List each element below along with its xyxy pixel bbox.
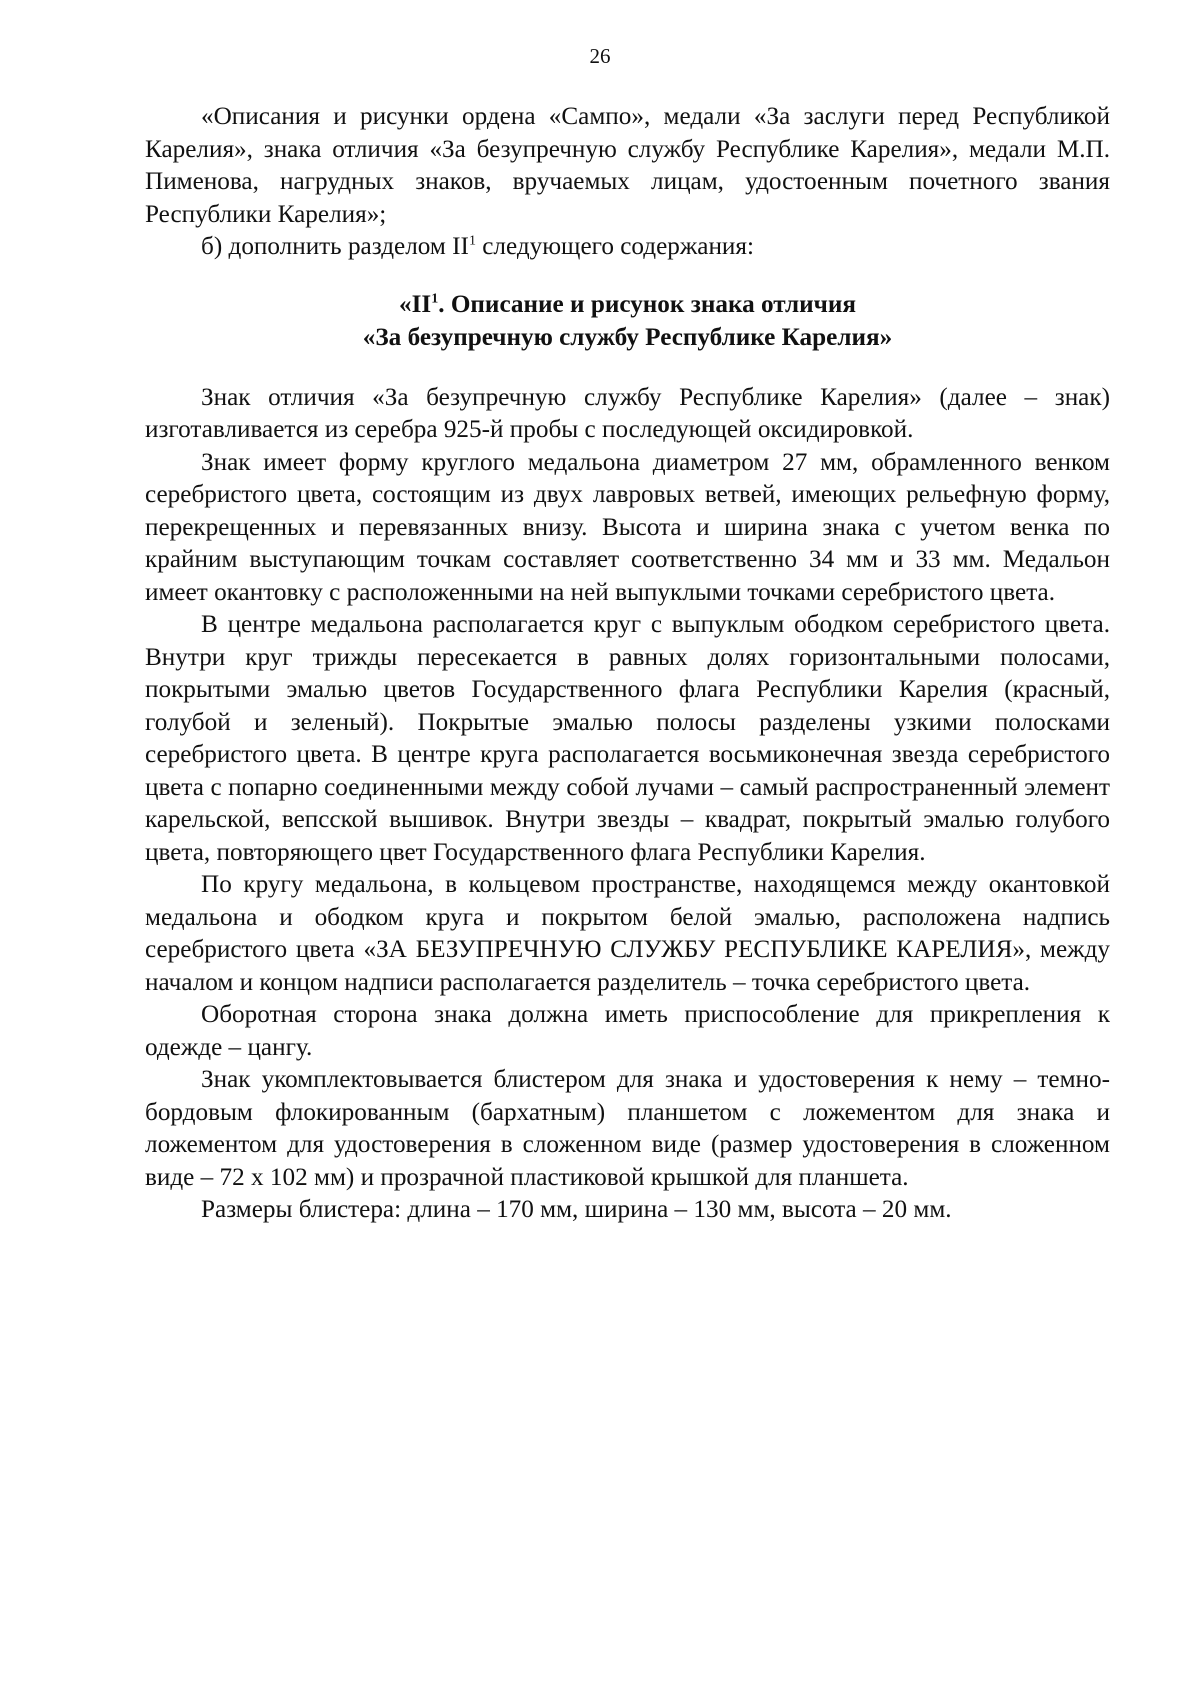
body-paragraph: Знак укомплектовывается блистером для знака и удостоверения к нему – темно-бордовым флокированным (бархатным) планшетом с ложементом для знака и ложементом для удостоверения в сложенном виде (размер удостоверения в сложенном виде – 72 х 102 мм) и прозрачной пластиковой крышкой для планшета.: [145, 1066, 1110, 1191]
heading-open: «II: [399, 290, 432, 318]
intro-paragraph-1: «Описания и рисунки ордена «Сампо», медали «За заслуги перед Республикой Карелия», знака отличия «За безупречную службу Республике Карелия», медали М.П. Пименова, нагрудных знаков, вручаемых лицам, удостоенным почетного звания Республики Карелия»;: [145, 103, 1110, 228]
document-body: [145, 101, 1110, 1227]
body-paragraph: Оборотная сторона знака должна иметь приспособление для прикрепления к одежде – цангу.: [145, 1001, 1110, 1061]
intro-paragraph-2-after: следующего содержания:: [475, 233, 754, 260]
body-paragraph: По кругу медальона, в кольцевом пространстве, находящемся между окантовкой медальона и ободком круга и покрытом белой эмалью, расположена надпись серебристого цвета «ЗА БЕЗУПРЕЧНУЮ СЛУЖБУ РЕСПУБЛИКЕ КАРЕЛИЯ», между началом и концом надписи располагается разделитель – точка серебристого цвета.: [145, 871, 1110, 996]
section-heading-line-2: «За безупречную службу Республике Карелия»: [362, 323, 893, 351]
intro-paragraph-2-before: б) дополнить разделом II: [201, 233, 469, 260]
section-superscript: 1: [468, 233, 476, 249]
section-heading: [145, 288, 1110, 354]
section-heading-line-1: [145, 288, 1110, 321]
heading-rest: . Описание и рисунок знака отличия: [438, 290, 856, 318]
body-paragraph: Размеры блистера: длина – 170 мм, ширина – 130 мм, высота – 20 мм.: [201, 1196, 952, 1223]
body-paragraph: Знак имеет форму круглого медальона диаметром 27 мм, обрамленного венком серебристого цвета, состоящим из двух лавровых ветвей, имеющих рельефную форму, перекрещенных и перевязанных внизу. Высота и ширина знака с учетом венка по крайним выступающим точкам составляет соответственно 34 мм и 33 мм. Медальон имеет окантовку с расположенными на ней выпуклыми точками серебристого цвета.: [145, 448, 1110, 606]
heading-superscript: 1: [431, 291, 439, 307]
page-number: 26: [589, 44, 611, 68]
intro-paragraph-2: [145, 231, 1110, 264]
body-paragraph: Знак отличия «За безупречную службу Республике Карелия» (далее – знак) изготавливается из серебра 925-й пробы с последующей оксидировкой.: [145, 383, 1110, 443]
body-paragraph: В центре медальона располагается круг с выпуклым ободком серебристого цвета. Внутри круг трижды пересекается в равных долях горизонтальными полосами, покрытыми эмалью цветов Государственного флага Республики Карелия (красный, голубой и зеленый). Покрытые эмалью полосы разделены узкими полосками серебристого цвета. В центре круга располагается восьмиконечная звезда серебристого цвета с попарно соединенными между собой лучами – самый распространенный элемент карельской, вепсской вышивок. Внутри звезды – квадрат, покрытый эмалью голубого цвета, повторяющего цвет Государственного флага Республики Карелия.: [145, 611, 1110, 866]
